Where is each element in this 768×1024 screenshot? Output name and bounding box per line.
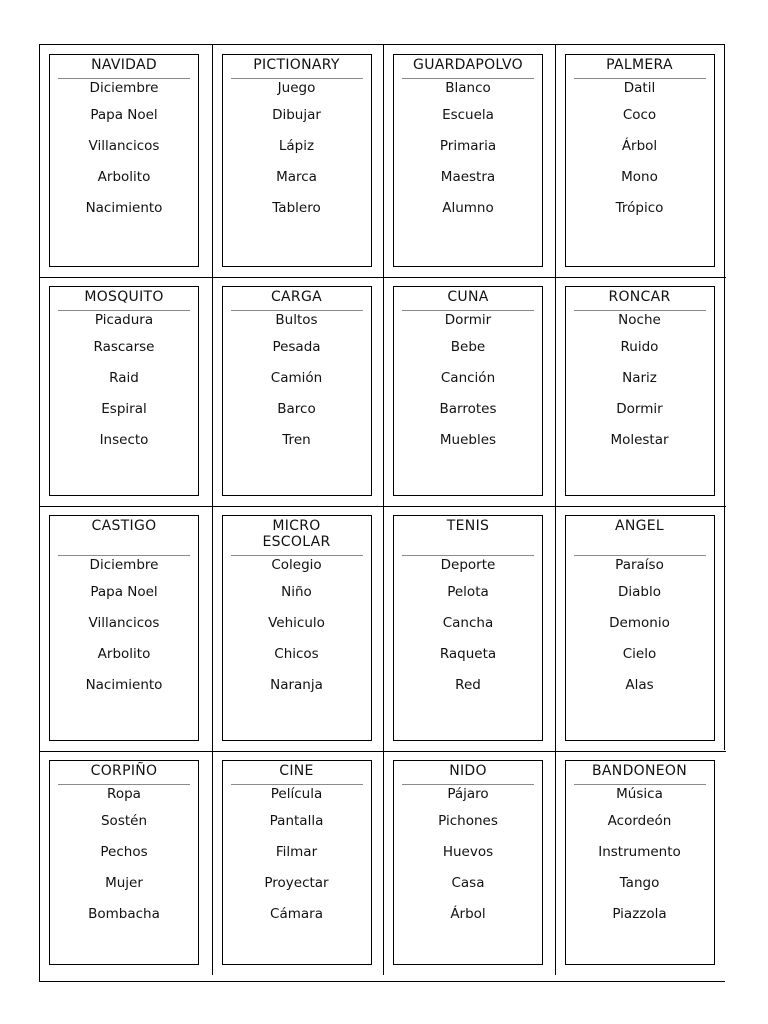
word-card-guardapolvo bbox=[393, 54, 543, 267]
forbidden-word: Diablo bbox=[618, 584, 661, 600]
card-row-4 bbox=[40, 751, 726, 975]
card-title: NIDO bbox=[449, 763, 487, 779]
forbidden-word: Red bbox=[455, 677, 481, 693]
forbidden-word: Raid bbox=[109, 370, 139, 386]
card-cell bbox=[212, 506, 384, 751]
forbidden-word: Canción bbox=[440, 370, 496, 386]
forbidden-word: Papa Noel bbox=[90, 584, 158, 600]
forbidden-word: Música bbox=[616, 786, 663, 802]
forbidden-word: Pájaro bbox=[447, 786, 489, 802]
forbidden-word: Villancicos bbox=[88, 615, 160, 631]
forbidden-word: Diciembre bbox=[89, 80, 159, 96]
card-cell bbox=[212, 277, 384, 506]
forbidden-word: Paraíso bbox=[615, 557, 664, 573]
card-cell bbox=[212, 45, 384, 277]
card-title: BANDONEON bbox=[592, 763, 687, 779]
forbidden-word: Bombacha bbox=[88, 906, 160, 922]
forbidden-word: Picadura bbox=[94, 312, 154, 328]
word-card-carga bbox=[222, 286, 372, 496]
card-title: ANGEL bbox=[614, 518, 665, 534]
forbidden-word: Cielo bbox=[622, 646, 657, 662]
forbidden-word: Alumno bbox=[442, 200, 494, 216]
forbidden-word: Nariz bbox=[622, 370, 657, 386]
forbidden-word: Dibujar bbox=[272, 107, 321, 123]
forbidden-word: Barrotes bbox=[439, 401, 497, 417]
card-cell bbox=[555, 506, 727, 751]
card-row-1 bbox=[40, 45, 726, 277]
word-card-nido bbox=[393, 760, 543, 965]
card-cell bbox=[555, 45, 727, 277]
forbidden-word: Trópico bbox=[615, 200, 664, 216]
forbidden-word: Tren bbox=[282, 432, 311, 448]
forbidden-word: Huevos bbox=[442, 844, 494, 860]
forbidden-word: Coco bbox=[622, 107, 657, 123]
card-title: NAVIDAD bbox=[91, 57, 157, 73]
forbidden-word: Cancha bbox=[442, 615, 494, 631]
card-cell bbox=[555, 277, 727, 506]
word-card-cine bbox=[222, 760, 372, 965]
forbidden-word: Demonio bbox=[609, 615, 670, 631]
card-sheet bbox=[39, 44, 725, 982]
word-card-castigo bbox=[49, 515, 199, 741]
forbidden-word: Pelota bbox=[447, 584, 489, 600]
card-cell bbox=[383, 277, 555, 506]
word-card-mosquito bbox=[49, 286, 199, 496]
forbidden-word: Raqueta bbox=[439, 646, 497, 662]
forbidden-word: Pechos bbox=[100, 844, 148, 860]
word-card-cuna bbox=[393, 286, 543, 496]
forbidden-word: Marca bbox=[276, 169, 317, 185]
forbidden-word: Rascarse bbox=[93, 339, 155, 355]
forbidden-word: Arbolito bbox=[97, 169, 151, 185]
forbidden-word: Niño bbox=[281, 584, 312, 600]
card-title: TENIS bbox=[446, 518, 490, 534]
card-cell bbox=[40, 751, 212, 975]
word-card-roncar bbox=[565, 286, 715, 496]
forbidden-word: Papa Noel bbox=[90, 107, 158, 123]
word-card-tenis bbox=[393, 515, 543, 741]
forbidden-word: Tablero bbox=[272, 200, 321, 216]
word-card-navidad bbox=[49, 54, 199, 267]
card-cell bbox=[383, 506, 555, 751]
forbidden-word: Proyectar bbox=[264, 875, 329, 891]
forbidden-word: Arbolito bbox=[97, 646, 151, 662]
forbidden-word: Datil bbox=[623, 80, 656, 96]
forbidden-word: Blanco bbox=[445, 80, 491, 96]
forbidden-word: Dormir bbox=[616, 401, 663, 417]
card-title: PALMERA bbox=[606, 57, 673, 73]
card-title: RONCAR bbox=[608, 289, 671, 305]
card-row-3 bbox=[40, 506, 726, 751]
forbidden-word: Piazzola bbox=[612, 906, 667, 922]
forbidden-word: Chicos bbox=[274, 646, 319, 662]
forbidden-word: Alas bbox=[625, 677, 654, 693]
card-cell bbox=[212, 751, 384, 975]
forbidden-word: Sostén bbox=[100, 813, 148, 829]
word-card-bandoneon bbox=[565, 760, 715, 965]
card-cell bbox=[40, 277, 212, 506]
forbidden-word: Naranja bbox=[270, 677, 323, 693]
forbidden-word: Primaria bbox=[439, 138, 497, 154]
forbidden-word: Cámara bbox=[270, 906, 323, 922]
forbidden-word: Bebe bbox=[450, 339, 486, 355]
forbidden-word: Árbol bbox=[621, 138, 658, 154]
card-title: MOSQUITO bbox=[84, 289, 164, 305]
forbidden-word: Película bbox=[270, 786, 323, 802]
forbidden-word: Dormir bbox=[444, 312, 492, 328]
word-card-angel bbox=[565, 515, 715, 741]
forbidden-word: Juego bbox=[277, 80, 316, 96]
forbidden-word: Villancicos bbox=[88, 138, 160, 154]
forbidden-word: Noche bbox=[618, 312, 661, 328]
forbidden-word: Ropa bbox=[107, 786, 141, 802]
forbidden-word: Maestra bbox=[440, 169, 496, 185]
card-title: CARGA bbox=[270, 289, 322, 305]
card-title: PICTIONARY bbox=[253, 57, 340, 73]
forbidden-word: Diciembre bbox=[89, 557, 159, 573]
card-cell bbox=[383, 45, 555, 277]
card-cell bbox=[40, 45, 212, 277]
card-title: GUARDAPOLVO bbox=[413, 57, 523, 73]
forbidden-word: Mujer bbox=[105, 875, 143, 891]
forbidden-word: Colegio bbox=[271, 557, 322, 573]
forbidden-word: Nacimiento bbox=[85, 677, 163, 693]
forbidden-word: Casa bbox=[451, 875, 485, 891]
forbidden-word: Nacimiento bbox=[85, 200, 163, 216]
card-title: CASTIGO bbox=[91, 518, 157, 534]
forbidden-word: Deporte bbox=[440, 557, 496, 573]
forbidden-word: Lápiz bbox=[278, 138, 315, 154]
forbidden-word: Acordeón bbox=[607, 813, 672, 829]
word-card-pictionary bbox=[222, 54, 372, 267]
forbidden-word: Pesada bbox=[272, 339, 321, 355]
forbidden-word: Muebles bbox=[439, 432, 497, 448]
card-row-2 bbox=[40, 277, 726, 506]
forbidden-word: Bultos bbox=[275, 312, 318, 328]
word-card-palmera bbox=[565, 54, 715, 267]
forbidden-word: Instrumento bbox=[598, 844, 681, 860]
forbidden-word: Insecto bbox=[99, 432, 149, 448]
forbidden-word: Molestar bbox=[610, 432, 669, 448]
forbidden-word: Pichones bbox=[438, 813, 498, 829]
forbidden-word: Espiral bbox=[101, 401, 147, 417]
card-title: CINE bbox=[279, 763, 314, 779]
forbidden-word: Árbol bbox=[450, 906, 486, 922]
card-cell bbox=[40, 506, 212, 751]
forbidden-word: Vehiculo bbox=[268, 615, 325, 631]
forbidden-word: Escuela bbox=[442, 107, 494, 123]
forbidden-word: Tango bbox=[619, 875, 660, 891]
word-card-corpino bbox=[49, 760, 199, 965]
card-title: CUNA bbox=[447, 289, 489, 305]
forbidden-word: Barco bbox=[277, 401, 316, 417]
forbidden-word: Mono bbox=[621, 169, 658, 185]
card-cell bbox=[383, 751, 555, 975]
word-card-micro-escolar bbox=[222, 515, 372, 741]
forbidden-word: Pantalla bbox=[269, 813, 324, 829]
card-title: CORPIÑO bbox=[90, 763, 158, 779]
forbidden-word: Filmar bbox=[275, 844, 318, 860]
card-title: MICRO ESCOLAR bbox=[262, 518, 331, 550]
forbidden-word: Ruido bbox=[620, 339, 659, 355]
card-cell bbox=[555, 751, 727, 975]
forbidden-word: Camión bbox=[270, 370, 323, 386]
